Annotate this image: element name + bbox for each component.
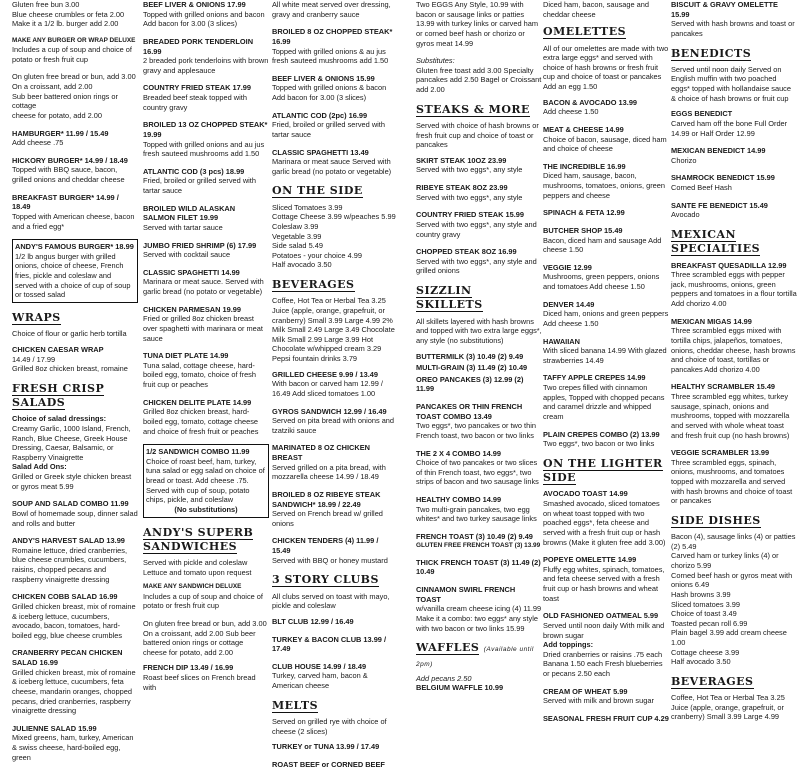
menu-item (143, 0, 269, 29)
menu-item (671, 146, 797, 165)
item-desc: 1/2 lb angus burger with grilled onions, choice of cheese, French fries, pickle and coleslaw and served with a choice of cup of soup or tossed salad (15, 251, 131, 300)
menu-column-6 (671, 0, 797, 722)
section-title-waffles: WAFFLES (Available until 2pm) (416, 641, 534, 668)
menu-item (671, 261, 797, 309)
item-desc: Two crepes filled with cinnamon apples, Topped with chopped pecans and caramel drizzle and whipped cream (543, 383, 665, 421)
item-name: BROILED 8 OZ CHOPPED STEAK* 16.99 (272, 27, 393, 46)
sides-list (272, 203, 398, 270)
subs-list: Gluten free toast add 3.00 Specialty pancakes add 2.50 Bagel or Croissant add 2.00 (416, 65, 542, 94)
menu-item (272, 74, 398, 103)
item-name: THICK FRENCH TOAST (3) 11.49 (2) 10.49 (416, 557, 541, 577)
menu-line: Make it a 1/2 lb. burger add 2.00 (12, 19, 119, 29)
item-name: SPINACH & FETA 12.99 (543, 208, 625, 218)
item-name: CLASSIC SPAGHETTI 14.99 (143, 267, 240, 277)
section-title-side-dishes: SIDE DISHES (671, 513, 761, 527)
menu-item (543, 373, 669, 421)
item-desc: Served on pita bread with onions and tzatziki sauce (272, 416, 395, 435)
item-name: BISCUIT & GRAVY OMELETTE 15.99 (671, 0, 778, 19)
item-name: HEALTHY SCRAMBLER 15.49 (671, 382, 776, 392)
menu-item (143, 305, 269, 344)
item-desc: Served with hash browns and toast or pancakes (671, 19, 795, 38)
beverages-list: Coffee, Hot Tea or Herbal Tea 3.25 Juice (apple, orange, grapefruit, or cranberry) Small 3.99 Large 4.99 2% Milk Small 2.49 Large 3.49 Chocolate Milk Small 2.99 Large 3.99 Hot Chocolate w/whipped cream 3.29 Pepsi fountain drinks 3.79 (272, 296, 395, 364)
section-title-sandwiches: ANDY'S SUPERB SANDWICHES (143, 525, 254, 553)
section-title-benedicts: BENEDICTS (671, 46, 752, 60)
menu-item (543, 300, 669, 329)
menu-item (12, 592, 138, 640)
item-name: TURKEY & BACON CLUB 13.99 / 17.49 (272, 634, 387, 654)
item-name: GYROS SANDWICH 12.99 / 16.49 (272, 406, 387, 416)
section-desc: All clubs served on toast with mayo, pickle and coleslaw (272, 591, 390, 611)
item-desc: Turkey, carved ham, bacon & American cheese (272, 671, 368, 691)
item-name: 1/2 SANDWICH COMBO 11.99 (146, 447, 250, 457)
item-name: COUNTRY FRIED STEAK 17.99 (143, 83, 252, 93)
dressings-label: Choice of salad dressings: (12, 414, 107, 424)
menu-item (416, 363, 542, 373)
section-title-clubs: 3 STORY CLUBS (272, 573, 379, 587)
section-title-steaks: STEAKS & MORE (416, 102, 530, 116)
item-note: (No substitutions) (174, 504, 238, 514)
item-name: CHOPPED STEAK 8OZ 16.99 (416, 247, 517, 257)
item-name: SEASONAL FRESH FRUIT CUP 4.29 (543, 713, 669, 723)
item-name: BEEF LIVER & ONIONS 15.99 (272, 73, 375, 83)
menu-item (12, 193, 138, 232)
menu-item (416, 402, 542, 441)
sandwich-deluxe-note (143, 583, 269, 611)
item-desc: GLUTEN FREE FRENCH TOAST (3) 13.99 (416, 541, 541, 549)
item-desc: Bacon, diced ham and sausage Add cheese 1.50 (543, 235, 662, 255)
item-name: OREO PANCAKES (3) 12.99 (2) 11.99 (416, 374, 524, 394)
menu-item (12, 345, 138, 374)
menu-item (272, 617, 398, 627)
item-name: CLASSIC SPAGHETTI 13.49 (272, 147, 369, 157)
item-desc: Topped with grilled onions and bacon Add bacon for 3.00 (3 slices) (143, 9, 265, 29)
menu-column-1 (12, 0, 138, 762)
menu-item (143, 663, 269, 692)
item-name: RIBEYE STEAK 8OZ 23.99 (416, 183, 508, 193)
item-name: JUMBO FRIED SHRIMP (6) 17.99 (143, 240, 257, 250)
menu-item (671, 448, 797, 506)
subs-label: Substitutes: (416, 56, 455, 66)
item-desc: Add cheese 1.50 (543, 107, 599, 117)
item-desc: Avocado (671, 210, 700, 220)
item-name: BACON & AVOCADO 13.99 (543, 97, 638, 107)
side-line: Half avocado 3.50 (272, 260, 332, 270)
item-desc: Roast beef slices on French bread with (143, 673, 256, 692)
section-title-melts: MELTS (272, 698, 319, 712)
item-name: CHICKEN COBB SALAD 16.99 (12, 592, 118, 602)
section-title-mexican: MEXICAN SPECIALTIES (671, 227, 761, 256)
item-desc: Two eggs*, two bacon or two links (543, 439, 655, 449)
item-desc: Topped with grilled onions and au jus fresh sauteed mushrooms add 1.50 (143, 139, 265, 159)
item-desc: Marinara or meat sauce. Served with garlic bread (no potato or vegetable) (143, 277, 264, 296)
item-name: BEEF LIVER & ONIONS 17.99 (143, 0, 246, 9)
side-line: Cottage Cheese 3.99 w/peaches 5.99 (272, 212, 396, 222)
item-name: PANCAKES OR THIN FRENCH TOAST COMBO 13.49 (416, 402, 523, 421)
item-name: SANTE FE BENEDICT 15.49 (671, 200, 768, 210)
menu-item (543, 430, 669, 449)
item-name: BREADED PORK TENDERLOIN 16.99 (143, 36, 254, 56)
menu-item (272, 0, 398, 19)
item-name: ANDY'S FAMOUS BURGER* 18.99 (15, 242, 134, 252)
item-name: BUTCHER SHOP 15.49 (543, 225, 623, 235)
item-name: PLAIN CREPES COMBO (2) 13.99 (543, 429, 660, 439)
menu-item (671, 201, 797, 220)
item-name: SKIRT STEAK 10OZ 23.99 (416, 155, 507, 165)
item-name: THE INCREDIBLE 16.99 (543, 161, 626, 171)
side-line: Half avocado 3.50 (671, 657, 731, 667)
side-line: Sliced Tomatoes 3.99 (272, 202, 343, 212)
section-desc: All of our omelettes are made with two extra large eggs* and served with choice of hash browns or fresh fruit cup and choice of toast or pancakes Add an egg 1.50 (543, 43, 669, 92)
side-line: Choice of toast 3.49 (671, 609, 737, 619)
item-name: CHICKEN CAESAR WRAP (12, 344, 104, 354)
item-desc: Three scrambled eggs with pepper jack, mushrooms, onions, green peppers and tomatoes in a flour tortilla Add chorizo 4.00 (671, 270, 797, 309)
menu-item (416, 352, 542, 362)
item-desc: Three scrambled eggs mixed with tortilla chips, jalapeños, tomatoes, onions, cheddar cheese, hash browns and choice of toast, tortillas or pancakes Add chorizo 4.00 (671, 326, 796, 374)
item-name: BROILED 8 OZ RIBEYE STEAK SANDWICH* 18.99 / 22.49 (272, 489, 381, 509)
item-name: BUTTERMILK (3) 10.49 (2) 9.49 (416, 351, 524, 361)
item-name: BROILED WILD ALASKAN SALMON FILET 19.99 (143, 203, 236, 223)
item-name: BROILED 13 OZ CHOPPED STEAK* 19.99 (143, 120, 268, 139)
item-desc: Corned Beef Hash (671, 183, 732, 193)
item-name: CINNAMON SWIRL FRENCH TOAST (416, 585, 516, 604)
item-desc: Diced ham, sausage, bacon, mushrooms, tomatoes, onions, green peppers and cheese (543, 171, 666, 200)
item-desc: Three scrambled egg whites, turkey sausage, spinach, onions and mushrooms, topped with mozzarella and served with whole wheat toast and fresh fruit cup (no hash browns) (671, 392, 790, 440)
item-name: FRENCH TOAST (3) 10.49 (2) 9.49 (416, 531, 533, 541)
item-name: BLT CLUB 12.99 / 16.49 (272, 616, 354, 626)
item-name: MEAT & CHEESE 14.99 (543, 124, 624, 134)
section-title-omelettes: OMELETTES (543, 25, 627, 39)
salad-adds-label: Salad Add Ons: (12, 462, 67, 472)
section-title-wraps: WRAPS (12, 310, 61, 324)
item-name: CHICKEN DELITE PLATE 14.99 (143, 397, 252, 407)
section-desc: Choice of flour or garlic herb tortilla (12, 329, 127, 339)
item-desc: Marinara or meat sauce Served with garlic bread (no potato or vegetable) (272, 157, 392, 176)
menu-line: Gluten free bun 3.00 (12, 0, 80, 9)
menu-column-3 (272, 0, 398, 769)
item-desc: 2 breaded pork tenderloins with brown gravy and applesauce (143, 56, 269, 75)
menu-item (12, 648, 138, 715)
sandwich-combo-box (143, 444, 269, 517)
menu-item (543, 162, 669, 201)
toppings-label: Add toppings: (543, 640, 594, 650)
item-name: BREAKFAST QUESADILLA 12.99 (671, 260, 787, 270)
side-line: Plain bagel 3.99 add cream cheese 1.00 (671, 628, 787, 648)
item-name: VEGGIE SCRAMBLER 13.99 (671, 448, 770, 458)
menu-item (543, 263, 669, 292)
item-desc: With sliced banana 14.99 With glazed strawberries 14.49 (543, 346, 667, 365)
item-name: POPEYE OMELETTE 14.99 (543, 555, 637, 565)
item-name: AVOCADO TOAST 14.99 (543, 489, 628, 499)
item-name: CLUB HOUSE 14.99 / 18.49 (272, 661, 367, 671)
addons-list (12, 72, 138, 120)
waffles-note: (Available until 2pm) (416, 646, 534, 668)
menu-item (143, 268, 269, 297)
item-desc: Mixed greens, ham, turkey, American & swiss cheese, hard-boiled egg, green (12, 733, 134, 762)
menu-item (143, 204, 269, 233)
item-name: TAFFY APPLE CREPES 14.99 (543, 373, 646, 383)
menu-item (12, 724, 138, 763)
item-name: DENVER 14.49 (543, 299, 595, 309)
menu-line: Blue cheese crumbles or feta 2.00 (12, 9, 125, 19)
item-name: HAWAIIAN (543, 336, 580, 346)
side-line: Side salad 5.49 (272, 241, 323, 251)
section-title-skillets: SIZZLIN SKILLETS (416, 284, 483, 312)
menu-item (416, 210, 542, 239)
salad-adds: Grilled or Greek style chicken breast or gyros meat 5.99 (12, 472, 132, 491)
deluxe-title: MAKE ANY BURGER OR WRAP DELUXE (12, 36, 136, 44)
side-line: Bacon (4), sausage links (4) or patties (2) 5.49 (671, 532, 796, 551)
sandwich-addons: On gluten free bread or bun, add 3.00 On a croissant, add 2.00 Sub beer battered onion rings or cottage cheese for potato, add 2.00 (143, 618, 267, 657)
item-desc: Tuna salad, cottage cheese, hard-boiled egg, tomato, choice of fresh fruit cup or peaches (143, 360, 256, 389)
item-desc: Grilled 8oz chicken breast, romaine (12, 364, 128, 374)
menu-column-2 (143, 0, 269, 692)
section-desc: Served with pickle and coleslaw Lettuce and tomato upon request (143, 558, 252, 577)
item-desc: Served with milk and brown sugar (543, 696, 654, 706)
item-name: JULIENNE SALAD 15.99 (12, 723, 97, 733)
menu-item (416, 532, 542, 550)
menu-item (12, 536, 138, 584)
menu-item (272, 490, 398, 529)
item-desc: Served until noon daily With milk and brown sugar (543, 620, 665, 640)
menu-item (543, 489, 669, 547)
addon-line: cheese for potato, add 2.00 (12, 110, 102, 120)
item-name: MEXICAN BENEDICT 14.99 (671, 146, 766, 156)
menu-item (272, 407, 398, 436)
menu-item (272, 443, 398, 482)
menu-item (416, 156, 542, 175)
menu-item (671, 317, 797, 375)
item-desc: Topped with American cheese, bacon and a fried egg* (12, 211, 135, 231)
item-name: ATLANTIC COD (2pc) 16.99 (272, 110, 368, 120)
item-name: CHICKEN TENDERS (4) 11.99 / 15.49 (272, 536, 379, 556)
item-name: ROAST BEEF or CORNED BEEF (272, 759, 385, 769)
menu-item (12, 129, 138, 148)
side-line: Toasted pecan roll 6.99 (671, 618, 748, 628)
deluxe-line: Includes a cup of soup and choice of (12, 45, 132, 55)
menu-item (12, 499, 138, 528)
beverages-list: Coffee, Hot Tea or Herbal Tea 3.25 Juice (apple, orange, grapefruit, or cranberry) Small 3.99 Large 4.99 (671, 693, 785, 722)
side-dishes-list (671, 532, 797, 667)
item-name: OLD FASHIONED OATMEAL 5.99 (543, 611, 659, 621)
item-desc: Three scrambled eggs, spinach, onions, mushrooms, and tomatoes topped with mozzarella and served with hash browns and choice of toast or pancakes (671, 457, 793, 506)
deluxe-title: MAKE ANY SANDWICH DELUXE (143, 583, 242, 591)
menu-item (416, 247, 542, 276)
item-name: CHICKEN PARMESAN 19.99 (143, 304, 242, 314)
item-desc: All white meat served over dressing, gravy and cranberry sauce (272, 0, 391, 19)
item-name: SOUP AND SALAD COMBO 11.99 (12, 499, 129, 509)
menu-item (272, 760, 398, 769)
item-name: CRANBERRY PECAN CHICKEN SALAD 16.99 (12, 648, 123, 668)
menu-item (543, 125, 669, 154)
item-desc: Served with cocktail sauce (143, 250, 231, 260)
menu-item (272, 111, 398, 140)
menu-item (543, 208, 669, 218)
item-desc: Fried, broiled or grilled served with tartar sauce (143, 176, 256, 195)
item-desc: Served on French bread w/ grilled onions (272, 509, 383, 528)
section-title-on-the-side: ON THE SIDE (272, 184, 363, 198)
menu-item (543, 714, 669, 724)
menu-column-4 (416, 0, 542, 693)
menu-item (543, 611, 669, 678)
menu-item (143, 37, 269, 76)
section-title-beverages-2: BEVERAGES (671, 674, 754, 688)
item-name: GRILLED CHEESE 9.99 / 13.49 (272, 369, 378, 379)
item-name: FRENCH DIP 13.49 / 16.99 (143, 663, 234, 673)
item-desc: Two eggs*, two pancakes or two thin French toast, two bacon or two links (416, 421, 536, 440)
side-line: Corned beef hash or gyros meat with onions 6.49 (671, 570, 793, 590)
deluxe-desc: Includes a cup of soup and choice of potato or fresh fruit cup (143, 591, 263, 611)
item-name: THE 2 X 4 COMBO 14.99 (416, 448, 502, 458)
menu-item (543, 555, 669, 603)
section-title-salads: FRESH CRISP SALADS (12, 381, 105, 410)
featured-burger-box (12, 239, 138, 303)
side-line: Vegetable 3.99 (272, 231, 322, 241)
menu-item (143, 83, 269, 112)
menu-item (143, 351, 269, 390)
item-desc: Diced ham, onions and green peppers Add cheese 1.50 (543, 309, 669, 328)
item-desc: Served with two eggs*, any style (416, 165, 523, 175)
menu-item (671, 382, 797, 440)
item-desc: Chorizo (671, 155, 697, 165)
item-name: ATLANTIC COD (3 pcs) 18.99 (143, 166, 245, 176)
item-desc: Grilled 8oz chicken breast, hard-boiled egg, tomato, cottage cheese and choice of fresh fruit or peaches (143, 407, 259, 436)
item-name: BREAKFAST BURGER* 14.99 / 18.49 (12, 192, 119, 212)
item-name: HAMBURGER* 11.99 / 15.49 (12, 128, 109, 138)
menu-item (272, 148, 398, 177)
item-name: TUNA DIET PLATE 14.99 (143, 351, 229, 361)
item-desc: Choice of roast beef, ham, turkey, tuna salad or egg salad on choice of bread or toast. Add cheese .75. Served with cup of soup, potato chips, pickle, and coleslaw (146, 456, 265, 505)
item-name: MARINATED 8 OZ CHICKEN BREAST (272, 443, 370, 463)
menu-item (416, 183, 542, 202)
item-desc: w/vanilla cream cheese icing (4) 11.99 Make it a combo: two eggs* any style with two bacon or two links 15.99 (416, 604, 542, 633)
menu-item (12, 156, 138, 185)
side-line: Cottage cheese 3.99 (671, 647, 740, 657)
item-name: VEGGIE 12.99 (543, 262, 592, 272)
addon-line: On a croissant, add 2.00 (12, 82, 93, 92)
item-desc: Fluffy egg whites, spinach, tomatoes, and feta cheese served with a fresh fruit cup or hash browns and wheat toast (543, 564, 665, 603)
item-desc: Grilled chicken breast, mix of romaine & iceberg lettuce, cucumbers, avocado, bacon, tomatoes, hard-boiled egg, blue cheese crumbles (12, 601, 136, 640)
menu-item (416, 558, 542, 577)
menu-column-5 (543, 0, 669, 723)
item-desc: Two EGGS Any Style, 10.99 with bacon or sausage links or patties 13.99 with turkey links or carved ham or corned beef hash or chorizo or gyros meat 14.99 (416, 0, 538, 48)
menu-item (272, 536, 398, 565)
side-line: Potatoes - your choice 4.99 (272, 250, 362, 260)
item-desc: Served with BBQ or honey mustard (272, 555, 388, 565)
item-name: HEALTHY COMBO 14.99 (416, 495, 502, 505)
side-line: Carved ham or turkey links (4) or chorizo 5.99 (671, 551, 779, 571)
wrap-deluxe-note (12, 37, 138, 65)
menu-item (543, 98, 669, 117)
item-desc: Choice of two pancakes or two slices of thin French toast, two eggs*, two strips of bacon and two sausage links (416, 458, 539, 487)
item-name: MEXICAN MIGAS 14.99 (671, 316, 752, 326)
item-desc: Served grilled on a pita bread, with mozzarella cheese 14.99 / 18.49 (272, 462, 386, 482)
salad-dressings (12, 414, 138, 491)
toppings-list: Dried cranberries or raisins .75 each Banana 1.50 each Fresh blueberries or pecans 2.50 each (543, 649, 663, 679)
menu-item (416, 0, 542, 48)
item-desc: With bacon or carved ham 12.99 / 16.49 Add sliced tomatoes 1.00 (272, 379, 383, 398)
side-line: Sliced tomatoes 3.99 (671, 599, 741, 609)
item-name: COUNTRY FRIED STEAK 15.99 (416, 210, 525, 220)
item-name: CREAM OF WHEAT 5.99 (543, 686, 628, 696)
item-name: ANDY'S HARVEST SALAD 13.99 (12, 536, 125, 546)
menu-item (416, 495, 542, 524)
menu-item (272, 27, 398, 66)
addon-line: On gluten free bread or bun, add 3.00 (12, 72, 136, 82)
item-desc: Two multi-grain pancakes, two egg whites* and two turkey sausage links (416, 504, 537, 524)
dressings-list: Creamy Garlic, 1000 Island, French, Ranch, Blue Cheese, Greek House Dressing, Caesar, Balsamic, or Raspberry Vinaigrette (12, 423, 131, 462)
side-line: Hash browns 3.99 (671, 589, 731, 599)
item-desc: Served with two eggs*, any style and grilled onions (416, 256, 537, 276)
section-desc: Served with choice of hash browns or fresh fruit cup and choice of toast or pancakes (416, 120, 539, 150)
item-desc: Carved ham off the bone Full Order 14.99 or Half Order 12.99 (671, 118, 788, 138)
menu-item (143, 398, 269, 437)
menu-item (671, 109, 797, 138)
item-desc: Choice of bacon, sausage, diced ham and choice of cheese (543, 134, 667, 154)
item-name: BELGIUM WAFFLE 10.99 (416, 683, 504, 693)
menu-item (143, 120, 269, 159)
item-desc: Grilled chicken breast, mix of romaine & iceberg lettuce, cucumbers, feta cheese, mandarin oranges, chopped pecans, dried cranberries, raspberry vinaigrette dressing (12, 667, 136, 716)
section-title-lighter-side: ON THE LIGHTER SIDE (543, 456, 663, 485)
section-desc: Diced ham, bacon, sausage and cheddar cheese (543, 0, 650, 19)
section-title-beverages: BEVERAGES (272, 278, 355, 292)
menu-item (143, 241, 269, 260)
menu-item (272, 662, 398, 691)
item-desc: Fried, broiled or grilled served with tartar sauce (272, 120, 385, 139)
item-desc: Romaine lettuce, dried cranberries, blue cheese crumbles, cucumbers, raisins, chopped pecans and raspberry vinaigrette dressing (12, 545, 128, 584)
menu-item (416, 449, 542, 488)
menu-item (416, 585, 542, 633)
item-desc: Fried or grilled 8oz chicken breast over spaghetti with marinara or meat sauce (143, 314, 263, 343)
item-desc: Topped with grilled onions & bacon Add bacon for 3.00 (3 slices) (272, 83, 387, 102)
substitutes (416, 56, 542, 95)
menu-item (671, 173, 797, 192)
menu-item (272, 742, 398, 752)
item-desc: Topped with grilled onions & au jus fresh sauteed mushrooms add 1.50 (272, 46, 389, 66)
menu-item (143, 167, 269, 196)
item-desc: Add cheese .75 (12, 138, 64, 148)
item-name: HICKORY BURGER* 14.99 / 18.49 (12, 155, 128, 165)
menu-item (543, 687, 669, 706)
menu-item (543, 226, 669, 255)
item-name: SHAMROCK BENEDICT 15.99 (671, 173, 775, 183)
section-desc: All skillets layered with hash browns and topped with two extra large eggs*, any style (no substitutions) (416, 316, 542, 345)
item-desc: Breaded beef steak topped with country gravy (143, 93, 247, 112)
item-desc: Served with two eggs*, any style (416, 192, 523, 202)
menu-item (272, 635, 398, 654)
item-desc: Served with two eggs*, any style and country gravy (416, 219, 537, 239)
item-name: TURKEY or TUNA 13.99 / 17.49 (272, 742, 380, 752)
item-desc: Smashed avocado, sliced tomatoes on wheat toast topped with two poached eggs*, feta cheese and served with a fresh fruit cup or hash browns (Make it gluten free add 3.00) (543, 499, 666, 547)
item-name: EGGS BENEDICT (671, 109, 733, 119)
item-desc: Mushrooms, green peppers, onions and tomatoes Add cheese 1.50 (543, 272, 660, 292)
side-line: Coleslaw 3.99 (272, 221, 319, 231)
section-desc: Served on grilled rye with choice of cheese (2 slices) (272, 716, 387, 736)
item-name: MULTI-GRAIN (3) 11.49 (2) 10.49 (416, 363, 528, 373)
menu-item (272, 370, 398, 399)
item-desc: Topped with BBQ sauce, bacon, grilled onions and cheddar cheese (12, 165, 125, 185)
waffles-adds: Add pecans 2.50 (416, 673, 472, 683)
item-desc: Served with tartar sauce (143, 222, 223, 232)
menu-item (671, 0, 797, 39)
addon-line: Sub beer battered onion rings or cottage (12, 91, 119, 111)
menu-item (543, 337, 669, 366)
item-desc: Bowl of homemade soup, dinner salad and rolls and butter (12, 508, 138, 528)
section-desc: Served until noon daily Served on English muffin with two poached eggs* topped with hollandaise sauce & choice of hash browns or fruit cup (671, 64, 791, 103)
item-desc: 14.49 / 17.99 (12, 354, 56, 364)
menu-item (416, 375, 542, 394)
deluxe-line: potato or fresh fruit cup (12, 54, 88, 64)
